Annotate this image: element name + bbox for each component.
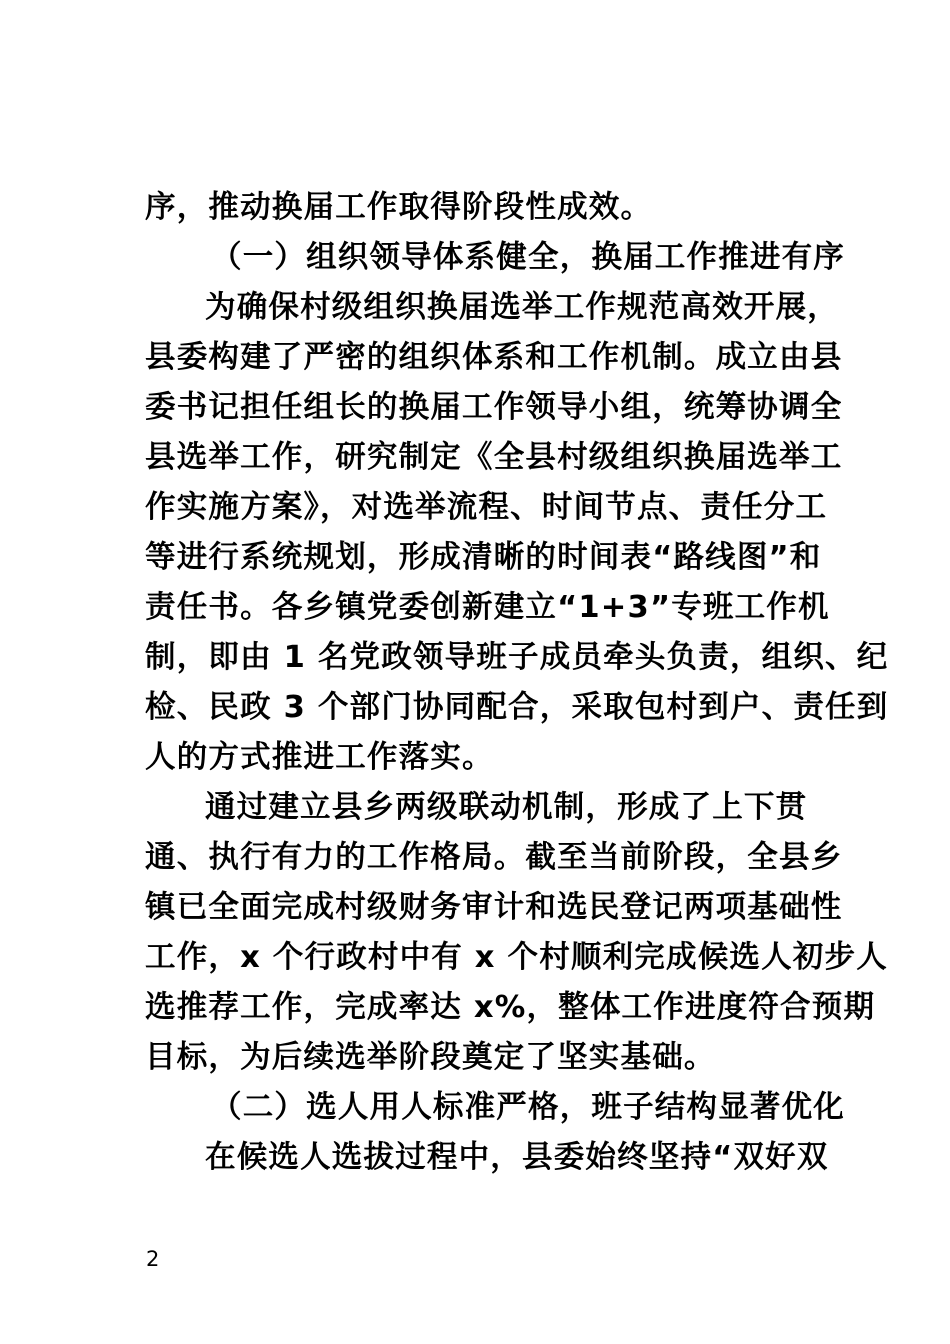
paragraph-2-line: 选推荐工作，完成率达 x%，整体工作进度符合预期 <box>145 990 876 1025</box>
paragraph-2-line: 工作，x 个行政村中有 x 个村顺利完成候选人初步人 <box>145 940 888 975</box>
paragraph-1-line: 县选举工作，研究制定《全县村级组织换届选举工 <box>145 440 843 475</box>
paragraph-1-line: 委书记担任组长的换届工作领导小组，统筹协调全 <box>145 390 843 425</box>
section-heading-2: （二）选人用人标准严格，班子结构显著优化 <box>211 1090 845 1125</box>
paragraph-1-line: 为确保村级组织换届选举工作规范高效开展， <box>205 290 839 325</box>
paragraph-1-line: 等进行系统规划，形成清晰的时间表“路线图”和 <box>145 540 822 575</box>
paragraph-2-line: 通、执行有力的工作格局。截至当前阶段，全县乡 <box>145 840 843 875</box>
paragraph-1-line: 县委构建了严密的组织体系和工作机制。成立由县 <box>145 340 843 375</box>
paragraph-1-line: 责任书。各乡镇党委创新建立“1+3”专班工作机 <box>145 590 830 625</box>
paragraph-2-line: 目标，为后续选举阶段奠定了坚实基础。 <box>145 1040 716 1075</box>
document-body <box>145 183 889 1183</box>
paragraph-2-line: 镇已全面完成村级财务审计和选民登记两项基础性 <box>145 890 843 925</box>
paragraph-1-line: 制，即由 1 名党政领导班子成员牵头负责，组织、纪 <box>145 640 889 675</box>
paragraph-1-line: 人的方式推进工作落实。 <box>145 740 494 775</box>
paragraph-1-line: 检、民政 3 个部门协同配合，采取包村到户、责任到 <box>145 690 889 725</box>
section-heading-1: （一）组织领导体系健全，换届工作推进有序 <box>211 240 845 275</box>
paragraph-1-line: 作实施方案》，对选举流程、时间节点、责任分工 <box>145 490 828 525</box>
text-line-continuation: 序，推动换届工作取得阶段性成效。 <box>145 190 653 225</box>
paragraph-3-line: 在候选人选拔过程中，县委始终坚持“双好双 <box>205 1140 829 1175</box>
page-number: 2 <box>146 1247 160 1271</box>
paragraph-2-line: 通过建立县乡两级联动机制，形成了上下贯 <box>205 790 808 825</box>
